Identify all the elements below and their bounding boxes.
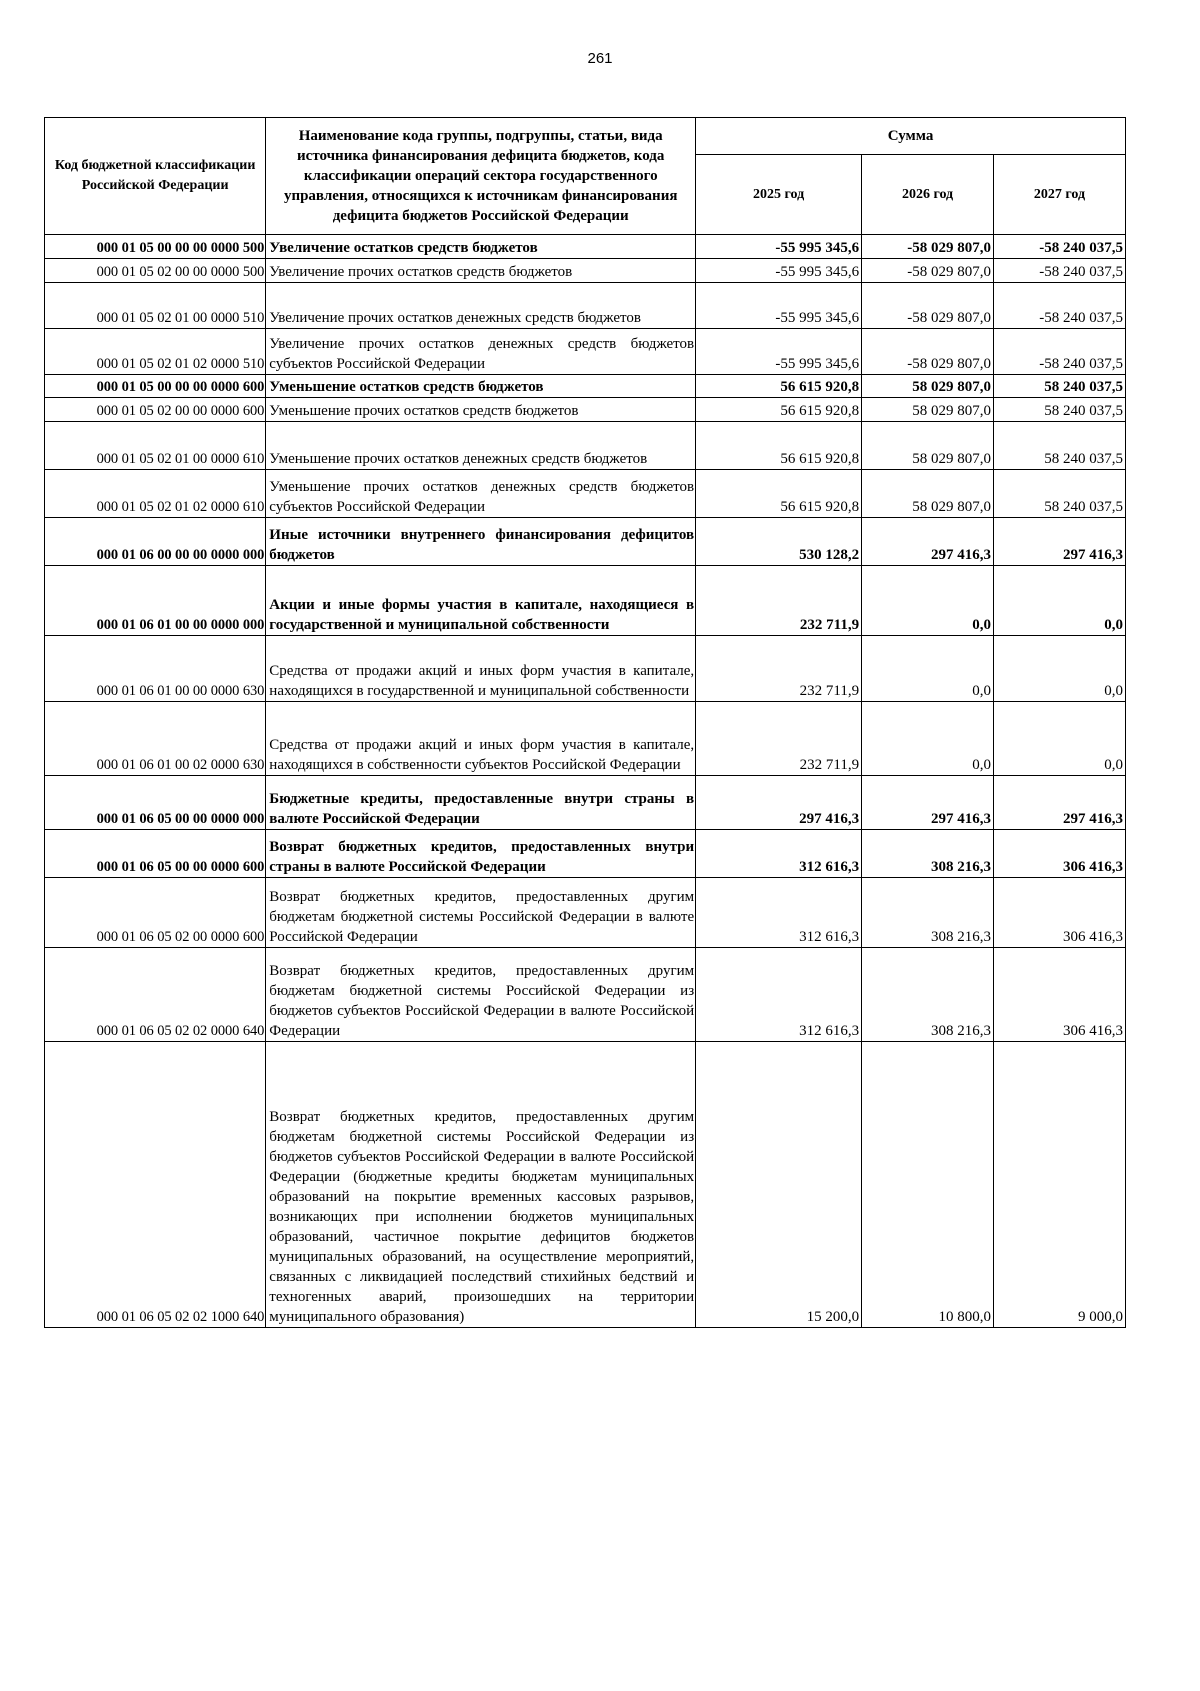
table-row	[45, 259, 1126, 283]
row-value-2026: 308 216,3	[862, 948, 994, 1042]
row-value-2026: -58 029 807,0	[862, 235, 994, 259]
row-name: Увеличение прочих остатков денежных средств бюджетов	[266, 283, 696, 329]
row-name: Возврат бюджетных кредитов, предоставленных внутри страны в валюте Российской Федерации	[266, 830, 696, 878]
header-sum: Сумма	[696, 118, 1126, 155]
row-value-2025: 15 200,0	[696, 1042, 862, 1328]
row-value-2026: -58 029 807,0	[862, 283, 994, 329]
row-name: Средства от продажи акций и иных форм участия в капитале, находящихся в государственной и муниципальной собственности	[266, 636, 696, 702]
row-code: 000 01 06 05 02 02 0000 640	[45, 948, 266, 1042]
row-value-2027: 297 416,3	[994, 518, 1126, 566]
row-value-2026: 10 800,0	[862, 1042, 994, 1328]
row-value-2025: 56 615 920,8	[696, 470, 862, 518]
header-code: Код бюджетной классификации Российской Федерации	[45, 118, 266, 235]
row-name: Уменьшение остатков средств бюджетов	[266, 375, 696, 398]
row-name: Увеличение остатков средств бюджетов	[266, 235, 696, 259]
row-value-2027: 58 240 037,5	[994, 422, 1126, 470]
header-year-2026: 2026 год	[862, 155, 994, 235]
table-row	[45, 878, 1126, 948]
table-row	[45, 283, 1126, 329]
row-value-2025: 232 711,9	[696, 636, 862, 702]
table-row	[45, 375, 1126, 398]
row-value-2026: 0,0	[862, 566, 994, 636]
row-value-2025: 56 615 920,8	[696, 398, 862, 422]
row-value-2025: -55 995 345,6	[696, 235, 862, 259]
row-value-2027: 58 240 037,5	[994, 398, 1126, 422]
row-value-2027: -58 240 037,5	[994, 283, 1126, 329]
row-name: Уменьшение прочих остатков средств бюджетов	[266, 398, 696, 422]
row-value-2026: 0,0	[862, 636, 994, 702]
row-value-2026: 58 029 807,0	[862, 422, 994, 470]
row-name: Возврат бюджетных кредитов, предоставленных другим бюджетам бюджетной системы Российской Федерации из бюджетов субъектов Российской Федерации в валюте Российской Федерации	[266, 948, 696, 1042]
row-value-2026: -58 029 807,0	[862, 259, 994, 283]
table-row	[45, 776, 1126, 830]
table-row	[45, 1042, 1126, 1328]
row-value-2026: 58 029 807,0	[862, 398, 994, 422]
row-value-2027: -58 240 037,5	[994, 259, 1126, 283]
row-code: 000 01 05 02 01 00 0000 610	[45, 422, 266, 470]
row-name: Увеличение прочих остатков денежных средств бюджетов субъектов Российской Федерации	[266, 329, 696, 375]
row-value-2025: -55 995 345,6	[696, 283, 862, 329]
budget-sources-table	[44, 117, 1126, 1328]
row-code: 000 01 06 05 00 00 0000 600	[45, 830, 266, 878]
row-value-2025: 530 128,2	[696, 518, 862, 566]
row-value-2026: -58 029 807,0	[862, 329, 994, 375]
row-value-2027: -58 240 037,5	[994, 235, 1126, 259]
row-code: 000 01 05 02 00 00 0000 600	[45, 398, 266, 422]
row-value-2026: 58 029 807,0	[862, 375, 994, 398]
row-value-2026: 308 216,3	[862, 878, 994, 948]
row-value-2025: 312 616,3	[696, 948, 862, 1042]
row-value-2025: 297 416,3	[696, 776, 862, 830]
header-year-2025: 2025 год	[696, 155, 862, 235]
row-value-2027: 0,0	[994, 636, 1126, 702]
table-row	[45, 830, 1126, 878]
row-name: Уменьшение прочих остатков денежных средств бюджетов субъектов Российской Федерации	[266, 470, 696, 518]
row-value-2027: 9 000,0	[994, 1042, 1126, 1328]
table-row	[45, 636, 1126, 702]
row-value-2027: 306 416,3	[994, 948, 1126, 1042]
row-value-2027: 297 416,3	[994, 776, 1126, 830]
row-value-2025: 56 615 920,8	[696, 375, 862, 398]
table-row	[45, 948, 1126, 1042]
row-value-2025: 312 616,3	[696, 878, 862, 948]
row-code: 000 01 06 05 00 00 0000 000	[45, 776, 266, 830]
row-value-2027: 58 240 037,5	[994, 375, 1126, 398]
row-value-2025: -55 995 345,6	[696, 329, 862, 375]
row-code: 000 01 06 05 02 00 0000 600	[45, 878, 266, 948]
header-year-2027: 2027 год	[994, 155, 1126, 235]
table-row	[45, 235, 1126, 259]
row-value-2025: 232 711,9	[696, 566, 862, 636]
row-code: 000 01 06 00 00 00 0000 000	[45, 518, 266, 566]
row-value-2025: -55 995 345,6	[696, 259, 862, 283]
table-row	[45, 422, 1126, 470]
row-value-2027: 306 416,3	[994, 878, 1126, 948]
row-code: 000 01 05 02 01 00 0000 510	[45, 283, 266, 329]
row-value-2027: -58 240 037,5	[994, 329, 1126, 375]
row-name: Уменьшение прочих остатков денежных средств бюджетов	[266, 422, 696, 470]
header-name: Наименование кода группы, подгруппы, статьи, вида источника финансирования дефицита бюджетов, кода классификации операций сектора государственного управления, относящихся к источникам финансирования дефицита бюджетов Российской Федерации	[266, 118, 696, 235]
row-name: Бюджетные кредиты, предоставленные внутри страны в валюте Российской Федерации	[266, 776, 696, 830]
row-value-2025: 232 711,9	[696, 702, 862, 776]
row-value-2027: 306 416,3	[994, 830, 1126, 878]
table-row	[45, 329, 1126, 375]
row-code: 000 01 06 01 00 02 0000 630	[45, 702, 266, 776]
row-code: 000 01 05 02 01 02 0000 510	[45, 329, 266, 375]
row-name: Иные источники внутреннего финансирования дефицитов бюджетов	[266, 518, 696, 566]
row-name: Возврат бюджетных кредитов, предоставленных другим бюджетам бюджетной системы Российской Федерации в валюте Российской Федерации	[266, 878, 696, 948]
row-value-2026: 58 029 807,0	[862, 470, 994, 518]
row-name: Увеличение прочих остатков средств бюджетов	[266, 259, 696, 283]
row-code: 000 01 06 01 00 00 0000 630	[45, 636, 266, 702]
page-number: 261	[587, 50, 613, 67]
row-code: 000 01 05 02 01 02 0000 610	[45, 470, 266, 518]
row-value-2026: 297 416,3	[862, 518, 994, 566]
row-code: 000 01 05 02 00 00 0000 500	[45, 259, 266, 283]
table-row	[45, 518, 1126, 566]
row-value-2026: 297 416,3	[862, 776, 994, 830]
table-row	[45, 702, 1126, 776]
table-row	[45, 566, 1126, 636]
row-name: Акции и иные формы участия в капитале, находящиеся в государственной и муниципальной собственности	[266, 566, 696, 636]
row-value-2025: 56 615 920,8	[696, 422, 862, 470]
row-value-2025: 312 616,3	[696, 830, 862, 878]
table-header-row	[45, 118, 1126, 155]
row-name: Возврат бюджетных кредитов, предоставленных другим бюджетам бюджетной системы Российской Федерации из бюджетов субъектов Российской Федерации в валюте Российской Федерации (бюджетные кредиты бюджетам муниципальных образований на покрытие временных кассовых разрывов, возникающих при исполнении бюджетов муниципальных образований, частичное покрытие дефицитов бюджетов муниципальных образований, на осуществление мероприятий, связанных с ликвидацией последствий стихийных бедствий и техногенных аварий, произошедших на территории муниципального образования)	[266, 1042, 696, 1328]
row-code: 000 01 05 00 00 00 0000 600	[45, 375, 266, 398]
row-value-2027: 0,0	[994, 566, 1126, 636]
row-value-2026: 0,0	[862, 702, 994, 776]
table-row	[45, 470, 1126, 518]
row-code: 000 01 06 01 00 00 0000 000	[45, 566, 266, 636]
row-value-2026: 308 216,3	[862, 830, 994, 878]
row-code: 000 01 06 05 02 02 1000 640	[45, 1042, 266, 1328]
row-value-2027: 58 240 037,5	[994, 470, 1126, 518]
row-name: Средства от продажи акций и иных форм участия в капитале, находящихся в собственности субъектов Российской Федерации	[266, 702, 696, 776]
table-row	[45, 398, 1126, 422]
row-code: 000 01 05 00 00 00 0000 500	[45, 235, 266, 259]
row-value-2027: 0,0	[994, 702, 1126, 776]
